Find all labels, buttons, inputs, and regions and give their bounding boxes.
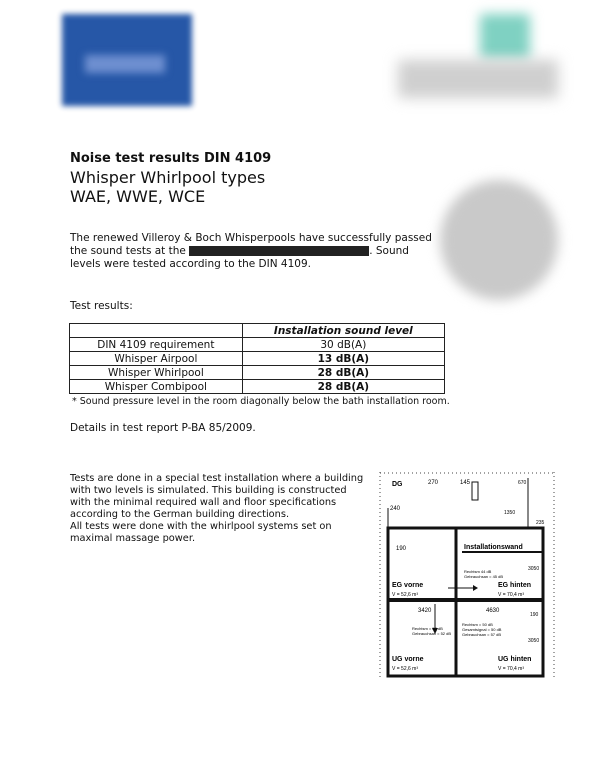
label-installationswand: Installationswand	[464, 544, 523, 551]
room-eg-hinten: EG hinten	[498, 582, 532, 589]
ug-hinten-reading-1: Rechtsm = 50 dB	[462, 622, 493, 627]
eg-hinten-reading-2: Gebrauchsan = 45 dB	[464, 574, 504, 579]
row-value: 13 dB(A)	[242, 352, 444, 366]
table-header-sound-level: Installation sound level	[242, 324, 444, 338]
table-header-row	[70, 324, 445, 338]
intro-part2: . Sound levels were tested according to the DIN 4109.	[70, 245, 409, 270]
room-eg-vorne: EG vorne	[392, 582, 424, 589]
row-label: DIN 4109 requirement	[70, 338, 243, 352]
dim-235: 235	[536, 520, 545, 526]
table-row	[70, 352, 445, 366]
redaction-bar	[189, 246, 369, 256]
results-table	[69, 323, 445, 394]
intro-paragraph	[70, 232, 440, 271]
room-ug-vorne-volume: V = 52,6 m³	[392, 666, 418, 672]
dim-4630: 4630	[486, 608, 500, 614]
ug-vorne-reading-2: Gebrauchsan = 52 dB	[412, 631, 452, 636]
results-label: Test results:	[70, 300, 133, 312]
product-types-line: Whisper Whirlpool types	[70, 168, 266, 187]
dim-3050-lower: 3050	[528, 638, 540, 644]
details-reference: Details in test report P-BA 85/2009.	[70, 422, 256, 434]
model-codes-line: WAE, WWE, WCE	[70, 187, 206, 206]
brand-text	[398, 60, 558, 98]
room-ug-hinten: UG hinten	[498, 656, 532, 663]
footnote: * Sound pressure level in the room diagonally below the bath installation room.	[72, 396, 450, 407]
dim-1350: 1350	[504, 510, 516, 516]
row-label: Whisper Airpool	[70, 352, 243, 366]
dim-145: 145	[460, 480, 471, 486]
ug-hinten-reading-2: Gesamtsignal = 50 dB	[462, 627, 502, 632]
brand-mark	[480, 14, 530, 59]
table-row	[70, 338, 445, 352]
dim-240: 240	[390, 506, 401, 512]
room-ug-vorne: UG vorne	[392, 656, 424, 663]
dim-190-lower: 190	[530, 612, 539, 618]
test-description: Tests are done in a special test installation where a building with two levels is simulated. This building is constructed with the minimal required wall and floor specifications according to the German building directions. All tests were done with the whirlpool systems set on maximal massage power.	[70, 473, 364, 544]
row-value: 28 dB(A)	[242, 366, 444, 380]
row-value: 28 dB(A)	[242, 380, 444, 394]
row-label: Whisper Combipool	[70, 380, 243, 394]
dim-190: 190	[396, 546, 407, 552]
intro-part1: The renewed Villeroy & Boch Whisperpools have successfully passed the sound tests at the	[70, 232, 432, 257]
room-ug-hinten-volume: V = 70,4 m³	[498, 666, 524, 672]
dim-3420: 3420	[418, 608, 432, 614]
dim-670: 670	[518, 480, 527, 486]
label-dg: DG	[392, 481, 403, 488]
dim-3050-upper: 3050	[528, 566, 540, 572]
table-row	[70, 380, 445, 394]
room-eg-vorne-volume: V = 52,6 m³	[392, 592, 418, 598]
table-row	[70, 366, 445, 380]
company-logo-text	[85, 55, 165, 73]
ug-hinten-reading-3: Gebrauchsan = 57 dB	[462, 632, 502, 637]
row-label: Whisper Whirlpool	[70, 366, 243, 380]
certification-seal	[440, 180, 558, 300]
row-value: 30 dB(A)	[242, 338, 444, 352]
table-header-empty	[70, 324, 243, 338]
building-section-diagram	[378, 470, 556, 682]
ug-vorne-reading-1: Rechtsm = 52 dB	[412, 626, 443, 631]
dim-270: 270	[428, 480, 439, 486]
eg-hinten-reading-1: Rechtsm 44 dB	[464, 569, 492, 574]
document-title: Noise test results DIN 4109	[70, 151, 272, 166]
room-eg-hinten-volume: V = 70,4 m³	[498, 592, 524, 598]
